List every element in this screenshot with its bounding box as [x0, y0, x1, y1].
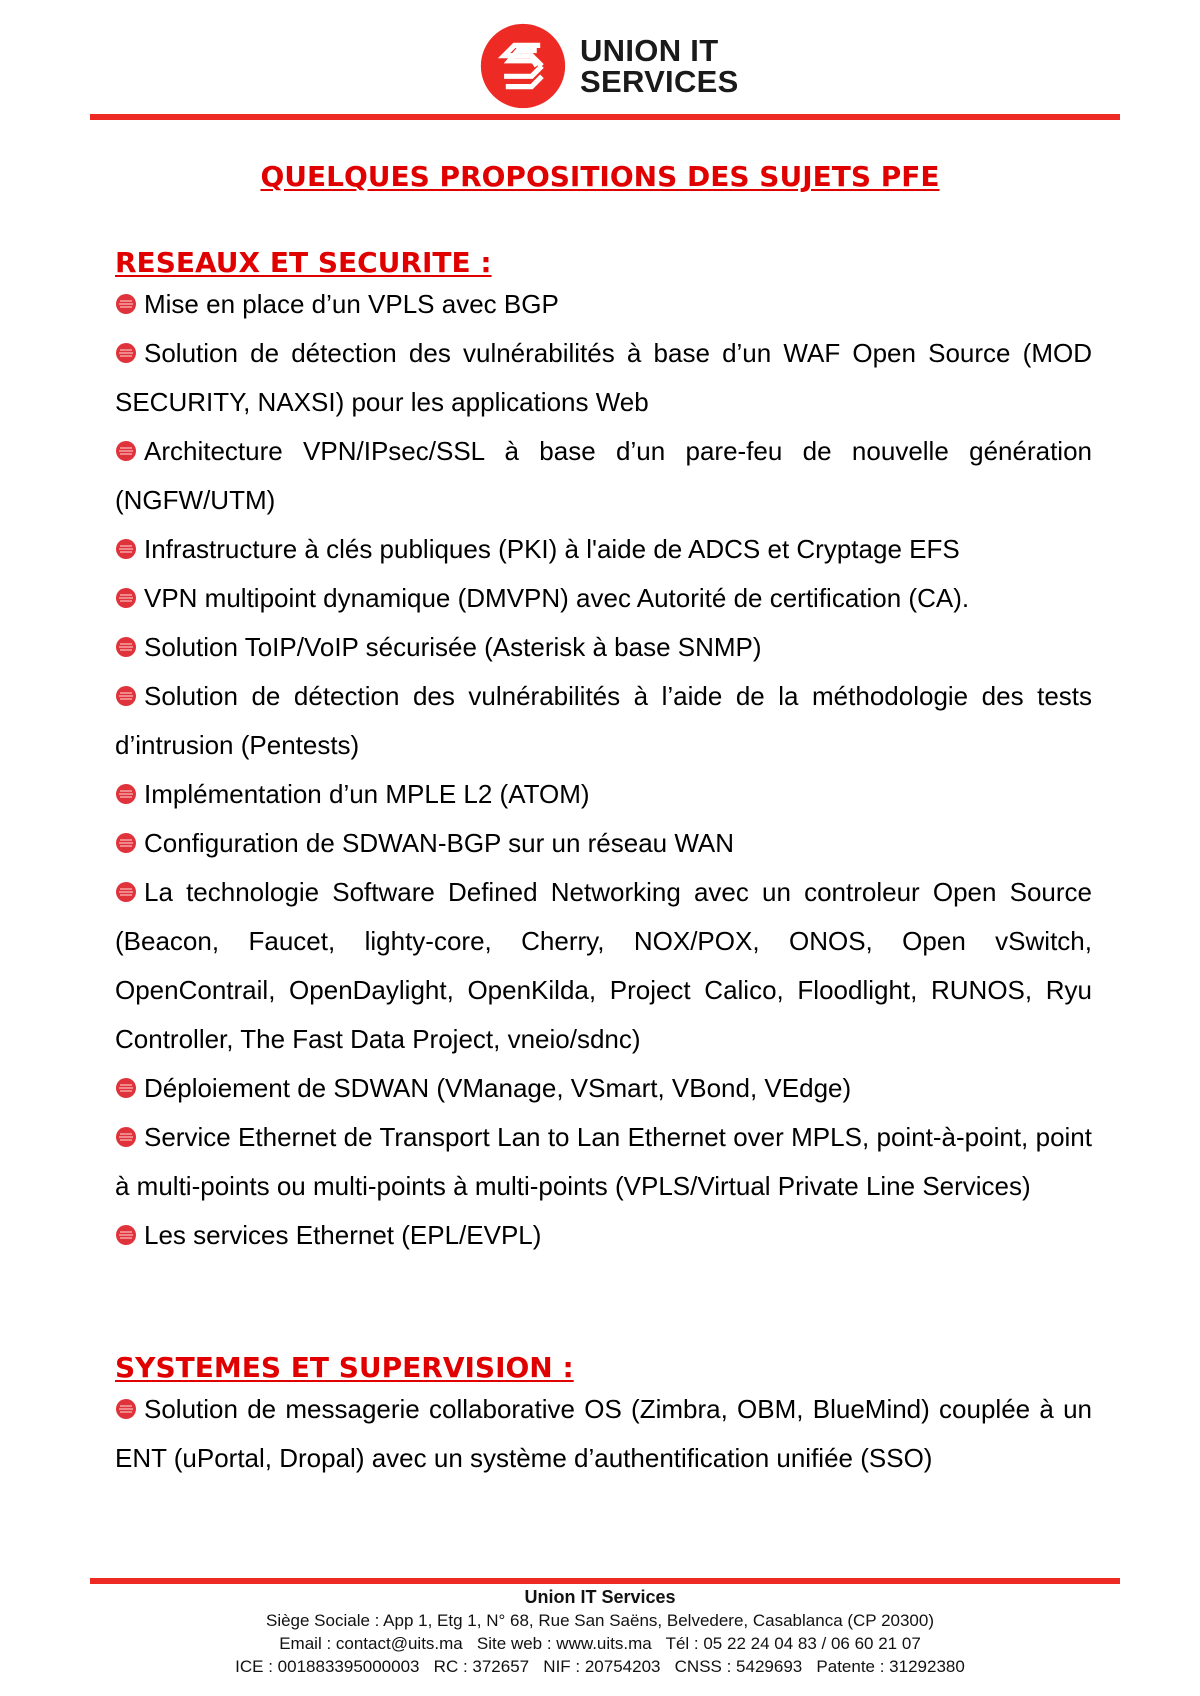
topic-list-systemes: [115, 1385, 1092, 1483]
topic-item: [115, 329, 1092, 427]
brand-name-line2: SERVICES: [580, 64, 739, 99]
topic-item: [115, 525, 1092, 574]
footer-registration: ICE : 001883395000003 RC : 372657 NIF : 20754203 CNSS : 5429693 Patente : 31292380: [235, 1657, 965, 1676]
topic-text: Déploiement de SDWAN (VManage, VSmart, VBond, VEdge): [144, 1073, 852, 1103]
topic-item: [115, 623, 1092, 672]
topic-text: La technologie Software Defined Networking avec un controleur Open Source (Beacon, Faucet, lighty-core, Cherry, NOX/POX, ONOS, Open vSwitch, OpenContrail, OpenDaylight, OpenKilda, Project Calico, Floodlight, RUNOS, Ryu Controller, The Fast Data Project, vneio/sdnc): [115, 877, 1092, 1054]
topic-item: [115, 1064, 1092, 1113]
company-logo: [480, 22, 739, 110]
topic-item: [115, 574, 1092, 623]
bullet-icon: [115, 1398, 137, 1420]
brand-name-line1: UNION IT: [580, 33, 719, 68]
bullet-icon: [115, 783, 137, 805]
topic-text: Service Ethernet de Transport Lan to Lan Ethernet over MPLS, point-à-point, point à multi-points ou multi-points à multi-points (VPLS/Virtual Private Line Services): [115, 1122, 1092, 1201]
footer-contact: Email : contact@uits.ma Site web : www.uits.ma Tél : 05 22 24 04 83 / 06 60 21 07: [279, 1634, 921, 1653]
bullet-icon: [115, 1224, 137, 1246]
topic-item: [115, 868, 1092, 1064]
topic-text: Implémentation d’un MPLE L2 (ATOM): [144, 779, 590, 809]
bullet-icon: [115, 538, 137, 560]
bullet-icon: [115, 1077, 137, 1099]
header-divider: [90, 114, 1120, 120]
topic-item: [115, 1385, 1092, 1483]
topic-text: Architecture VPN/IPsec/SSL à base d’un pare-feu de nouvelle génération (NGFW/UTM): [115, 436, 1092, 515]
topic-text: Infrastructure à clés publiques (PKI) à l'aide de ADCS et Cryptage EFS: [144, 534, 960, 564]
topic-item: [115, 1211, 1092, 1260]
topic-text: Les services Ethernet (EPL/EVPL): [144, 1220, 542, 1250]
topic-item: [115, 672, 1092, 770]
bullet-icon: [115, 685, 137, 707]
topic-item: [115, 280, 1092, 329]
footer-address: Siège Sociale : App 1, Etg 1, N° 68, Rue San Saëns, Belvedere, Casablanca (CP 20300): [265, 1611, 934, 1630]
topic-list-reseaux: [115, 280, 1092, 1260]
section-heading-systemes: SYSTEMES ET SUPERVISION :: [115, 1351, 574, 1384]
topic-item: [115, 427, 1092, 525]
s-monogram-icon: [480, 23, 566, 109]
bullet-icon: [115, 293, 137, 315]
topic-text: Solution de détection des vulnérabilités à base d’un WAF Open Source (MOD SECURITY, NAXSI) pour les applications Web: [115, 338, 1092, 417]
page-title: QUELQUES PROPOSITIONS DES SUJETS PFE: [260, 160, 940, 193]
bullet-icon: [115, 1126, 137, 1148]
bullet-icon: [115, 832, 137, 854]
bullet-icon: [115, 881, 137, 903]
topic-text: Mise en place d’un VPLS avec BGP: [144, 289, 559, 319]
topic-text: Solution de détection des vulnérabilités à l’aide de la méthodologie des tests d’intrusion (Pentests): [115, 681, 1092, 760]
bullet-icon: [115, 636, 137, 658]
brand-name: [580, 35, 739, 97]
bullet-icon: [115, 587, 137, 609]
bullet-icon: [115, 440, 137, 462]
topic-text: VPN multipoint dynamique (DMVPN) avec Autorité de certification (CA).: [144, 583, 970, 613]
footer: [0, 1585, 1200, 1678]
bullet-icon: [115, 342, 137, 364]
topic-text: Configuration de SDWAN-BGP sur un réseau WAN: [144, 828, 735, 858]
footer-company: Union IT Services: [524, 1587, 676, 1607]
section-heading-reseaux: RESEAUX ET SECURITE :: [115, 246, 492, 279]
footer-divider: [90, 1578, 1120, 1584]
topic-text: Solution de messagerie collaborative OS (Zimbra, OBM, BlueMind) couplée à un ENT (uPortal, Dropal) avec un système d’authentification unifiée (SSO): [115, 1394, 1092, 1473]
topic-text: Solution ToIP/VoIP sécurisée (Asterisk à base SNMP): [144, 632, 762, 662]
topic-item: [115, 1113, 1092, 1211]
topic-item: [115, 819, 1092, 868]
topic-item: [115, 770, 1092, 819]
